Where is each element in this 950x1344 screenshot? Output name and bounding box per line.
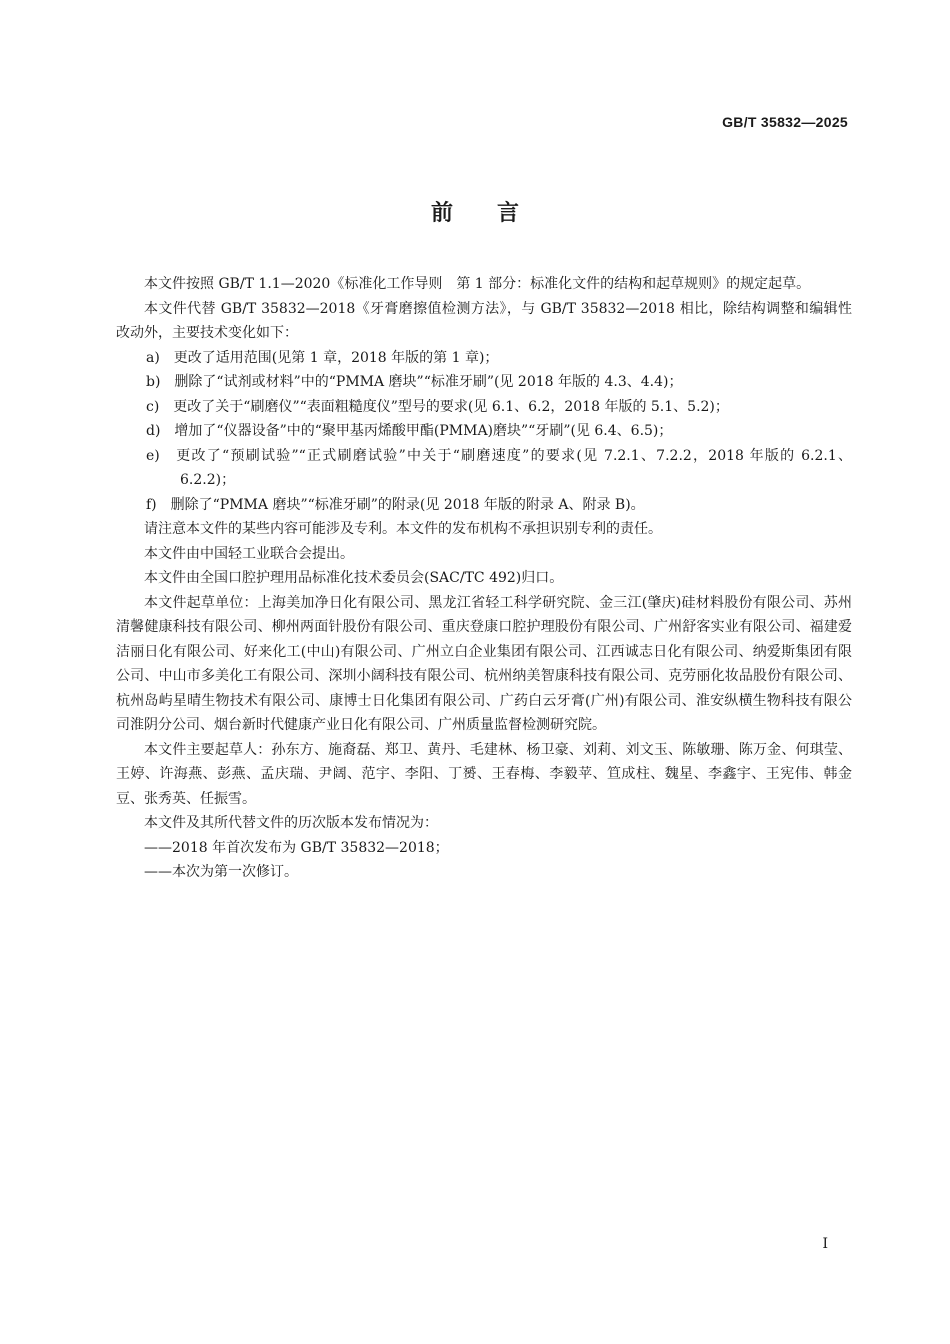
list-item: d) 增加了“仪器设备”中的“聚甲基丙烯酸甲酯(PMMA)磨块”“牙刷”(见 6.4、6.5)； (146, 423, 673, 439)
paragraph-committee: 本文件由全国口腔护理用品标准化技术委员会(SAC/TC 492)归口。 (144, 570, 564, 586)
paragraph-drafting-units: 本文件起草单位：上海美加净日化有限公司、黑龙江省轻工科学研究院、金三江(肇庆)硅材料股份有限公司、苏州清馨健康科技有限公司、柳州两面针股份有限公司、重庆登康口腔护理股份有限公司、广州舒客实业有限公司、福建爱洁丽日化有限公司、好来化工(中山)有限公司、广州立白企业集团有限公司、江西诚志日化有限公司、纳爱斯集团有限公司、中山市多美化工有限公司、深圳小阔科技有限公司、杭州纳美智康科技有限公司、克劳丽化妆品股份有限公司、杭州岛屿星晴生物技术有限公司、康博士日化集团有限公司、广药白云牙膏(广州)有限公司、淮安纵横生物科技有限公司淮阴分公司、烟台新时代健康产业日化有限公司、广州质量监督检测研究院。 (116, 594, 852, 733)
paragraph-history-intro: 本文件及其所代替文件的历次版本发布情况为： (144, 815, 438, 831)
paragraph-drafters: 本文件主要起草人：孙东方、施裔磊、郑卫、黄丹、毛建林、杨卫豪、刘莉、刘文玉、陈敏珊、陈万金、何琪莹、王婷、许海燕、彭燕、孟庆瑞、尹阔、范宇、李阳、丁赟、王春梅、李毅苹、笪成柱、魏星、李鑫宇、王宪伟、韩金豆、张秀英、任振雪。 (116, 741, 852, 807)
list-item: e) 更改了“预刷试验”“正式刷磨试验”中关于“刷磨速度”的要求(见 7.2.1、7.2.2，2018 年版的 6.2.1、6.2.2)； (146, 447, 852, 488)
list-item: a) 更改了适用范围(见第 1 章，2018 年版的第 1 章)； (146, 349, 499, 366)
paragraph-replacement: 本文件代替 GB/T 35832—2018《牙膏磨擦值检测方法》，与 GB/T 35832—2018 相比，除结构调整和编辑性改动外，主要技术变化如下： (116, 300, 852, 341)
list-item: b) 删除了“试剂或材料”中的“PMMA 磨块”“标准牙刷”(见 2018 年版的 4.3、4.4)； (146, 374, 683, 390)
history-item: ——本次为第一次修订。 (144, 864, 298, 880)
page-number: I (822, 1236, 828, 1252)
page-title: 前言 (430, 200, 563, 226)
history-item: ——2018 年首次发布为 GB/T 35832—2018； (144, 839, 449, 856)
foreword-body (116, 272, 852, 885)
list-item: f) 删除了“PMMA 磨块”“标准牙刷”的附录(见 2018 年版的附录 A、附录 B)。 (146, 496, 645, 513)
change-list (116, 346, 852, 518)
paragraph-drafting-rules: 本文件按照 GB/T 1.1—2020《标准化工作导则 第 1 部分：标准化文件的结构和起草规则》的规定起草。 (144, 276, 811, 292)
paragraph-proposer: 本文件由中国轻工业联合会提出。 (144, 545, 354, 562)
standard-number: GB/T 35832—2025 (722, 114, 848, 130)
list-item: c) 更改了关于“刷磨仪”“表面粗糙度仪”型号的要求(见 6.1、6.2，2018 年版的 5.1、5.2)； (146, 398, 729, 415)
paragraph-patent: 请注意本文件的某些内容可能涉及专利。本文件的发布机构不承担识别专利的责任。 (144, 521, 662, 537)
